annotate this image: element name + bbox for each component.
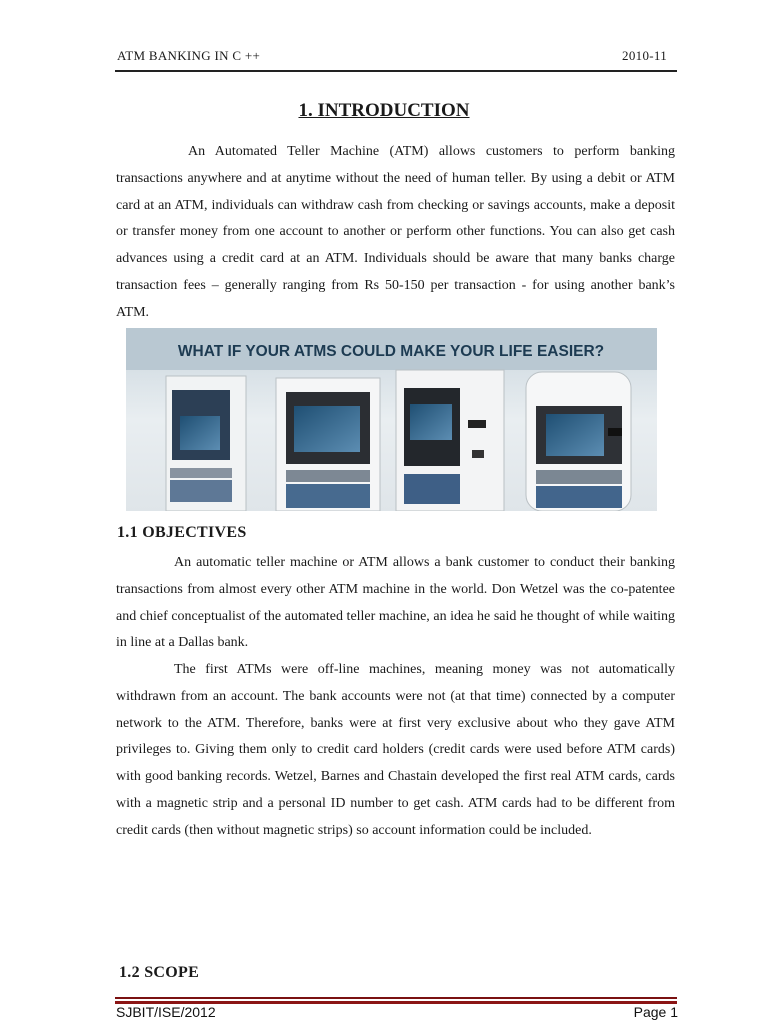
introduction-heading: 1. INTRODUCTION: [298, 100, 470, 121]
atm-machine-1: [166, 376, 246, 511]
objectives-paragraph-2: The first ATMs were off-line machines, meaning money was not automatically withdrawn from an account. The bank accounts were not (at that time) connected by a computer network to the ATM. Therefore, banks were at first very exclusive about who they gave ATM privileges to. Giving them only to credit card holders (credit cards were used before ATM cards) with good banking records. Wetzel, Barnes and Chastain developed the first real ATM cards, cards with a magnetic strip and a personal ID number to get cash. ATM cards had to be different from credit cards (then without magnetic strips) so account information could be included.: [116, 662, 675, 838]
objectives-paragraph-1: An automatic teller machine or ATM allows a bank customer to conduct their banking transactions from almost every other ATM machine in the world. Don Wetzel was the co-patentee and chief conceptualist of the automated teller machine, an idea he said he thought of while waiting in line at a Dallas bank.: [116, 555, 675, 651]
introduction-paragraph: An Automated Teller Machine (ATM) allows customers to perform banking transactions anywhere and at anytime without the need of human teller. By using a debit or ATM card at an ATM, individuals can withdraw cash from checking or savings accounts, make a deposit or transfer money from one account to another or perform other functions. You can also get cash advances using a credit card at an ATM. Individuals should be aware that many banks charge transaction fees – generally ranging from Rs 50-150 per transaction - for using another bank’s ATM.: [116, 144, 675, 320]
objectives-heading: 1.1 OBJECTIVES: [117, 524, 247, 541]
atm-banner-image: [126, 328, 657, 511]
atm-machine-4: [526, 372, 631, 511]
footer-rule-top: [115, 997, 677, 999]
header-title: ATM BANKING IN C ++: [117, 48, 261, 63]
scope-heading: 1.2 SCOPE: [119, 964, 200, 981]
page-number: Page 1: [633, 1004, 678, 1020]
atm-machine-2: [276, 378, 380, 511]
footer-institution: SJBIT/ISE/2012: [116, 1004, 216, 1020]
section-title: [0, 100, 768, 122]
page-header: [117, 46, 667, 66]
banner-caption: WHAT IF YOUR ATMS COULD MAKE YOUR LIFE EASIER?: [177, 343, 605, 360]
header-rule: [115, 70, 677, 72]
header-year: 2010-11: [622, 48, 667, 63]
atm-machine-3: [396, 370, 504, 511]
